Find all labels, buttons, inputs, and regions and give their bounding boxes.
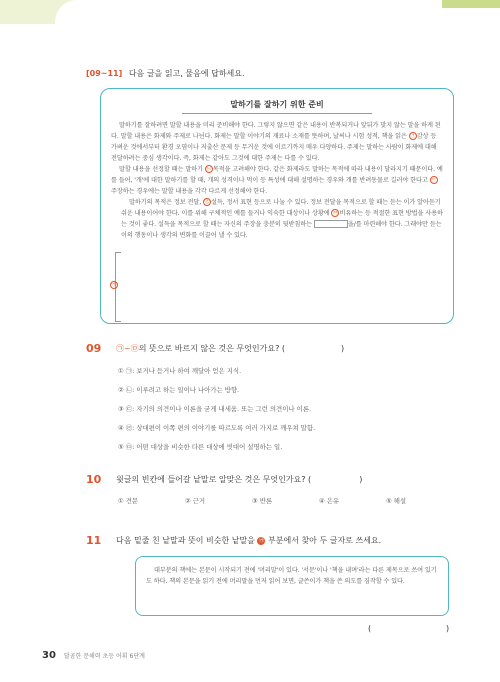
question-10-number: 10 xyxy=(86,473,102,486)
top-decor-band xyxy=(0,0,500,24)
q09-option-3[interactable]: ③ ㉢: 자기의 의견이나 이론을 굳게 내세움. 또는 그런 의견이나 이론. xyxy=(118,405,311,413)
passage-title: 말하기를 잘하기 위한 준비 xyxy=(230,100,324,109)
p3-text-b: 설득, 정서 표현 등으로 나눌 수 있다. 정보 전달을 목적으로 할 때는 듣는 이가 알아듣기 쉬운 내용이어야 한다. 이를 위해 구체적인 예를 들거나 익숙한 대상이나 상황에 xyxy=(121,199,441,217)
question-11-example-box xyxy=(135,556,449,616)
question-11-answer-space[interactable] xyxy=(378,620,440,634)
q10-option-1[interactable]: ① 견문 xyxy=(118,497,139,505)
question-09-close: ) xyxy=(340,344,345,353)
question-11-example-text: 대부분의 책에는 본문이 시작되기 전에 '머리말'이 있다. '서문'이나 '책을 내며'라는 다른 제목으로 쓰여 있기도 하다. 책의 본문을 읽기 전에 머리말을 먼저 읽어 보면, 글쓴이가 책을 쓴 의도를 짐작할 수 있다. xyxy=(146,567,437,585)
bracket-mark: ㉮ xyxy=(111,282,117,288)
question-11-answer-close: ) xyxy=(446,624,450,633)
q09-option-1[interactable]: ① ㉠: 보거나 듣거나 하여 깨달아 얻은 지식. xyxy=(118,367,242,375)
p3-text-d: 을/를 마련해야 한다. 그래야만 듣는 이의 행동이나 생각의 변화를 이끌어 낼 수 있다. xyxy=(121,221,442,239)
question-range: [09~11] xyxy=(86,69,123,78)
mark-2: ㉡ xyxy=(206,166,212,172)
question-11-text-a: 다음 밑줄 친 낱말과 뜻이 비슷한 낱말을 xyxy=(116,536,258,545)
top-decor-curve xyxy=(55,0,500,24)
q09-option-4[interactable]: ④ ㉣: 상대편이 이쪽 편의 이야기를 따르도록 여러 가지로 깨우쳐 말함. xyxy=(118,424,316,432)
book-title: 달곰한 문해력 초등 어휘 6단계 xyxy=(63,653,145,660)
p1-text-b: 감상 등 가벼운 것에서부터 환경 오염이나 저출산 문제 등 무거운 것에 이르기까지 매우 다양하다. 주제는 말하는 사람이 화제에 대해 전달하려는 중심 생각이다. 즉, 화제는 같아도 그것에 대한 주제는 다를 수 있다. xyxy=(111,133,437,162)
p2-text-b: 목적을 고려해야 한다. 같은 화제라도 말하는 목적에 따라 내용이 달라지기 때문이다. 예를 들어, '개'에 대한 말하기를 할 때, 개의 성격이나 먹이 등 특성에 대해 설명하는 경우와 개를 반려동물로 길러야 한다고 xyxy=(111,166,443,184)
page-number: 30 xyxy=(42,650,56,661)
q09-option-5[interactable]: ⑤ ㉤: 어떤 대상을 비슷한 다른 대상에 빗대어 설명하는 일. xyxy=(118,443,283,451)
passage-paragraph-3 xyxy=(111,197,443,241)
question-11-number: 11 xyxy=(86,534,102,547)
q10-option-3[interactable]: ③ 반론 xyxy=(252,497,273,505)
page-footer xyxy=(42,650,145,661)
q10-option-2[interactable]: ② 근거 xyxy=(185,497,206,505)
mark-4: ㉣ xyxy=(204,199,210,205)
top-decor-tab xyxy=(442,0,500,8)
question-11-mark: ㉮ xyxy=(258,537,264,544)
q10-option-4[interactable]: ④ 은유 xyxy=(319,497,340,505)
p2-text-a: 말할 내용을 선정할 때는 말하기 xyxy=(119,166,205,173)
section-instruction: 다음 글을 읽고, 물음에 답하세요. xyxy=(128,69,245,78)
p2-text-c: 주장하는 경우에는 말할 내용을 각각 다르게 선정해야 한다. xyxy=(111,188,267,195)
mark-5: ㉤ xyxy=(333,210,338,216)
p1-text-a: 말하기를 잘하려면 말할 내용을 미리 준비해야 한다. 그렇지 않으면 같은 내용이 반복되거나 앞뒤가 맞지 않는 말을 하게 된다. 말할 내용은 화제와 주제로 나뉜다. 화제는 말할 이야기의 재료나 소재를 뜻하며, 날씨나 시험 성적, 책을 읽은 xyxy=(111,122,441,140)
question-09-text: 의 뜻으로 바르지 않은 것은 무엇인가요? ( xyxy=(138,344,285,353)
p3-text-c: 비유하는 등 적절한 표현 방법을 사용하는 것이 좋다. 설득을 목적으로 할 때는 자신의 주장을 충분히 뒷받침하는 xyxy=(121,210,443,228)
passage-paragraph-1 xyxy=(111,120,443,164)
question-11 xyxy=(86,534,381,547)
mark-3: ㉢ xyxy=(431,177,437,183)
question-09-prefix: ㉠~㉤ xyxy=(116,344,139,353)
question-11-text-b: 부분에서 찾아 두 글자로 쓰세요. xyxy=(265,536,382,545)
p3-text-a: 말하기의 목적은 정보 전달, xyxy=(129,199,203,206)
question-10-close: ) xyxy=(359,475,363,484)
passage-paragraph-2 xyxy=(111,164,443,197)
question-10-text: 윗글의 빈칸에 들어갈 낱말로 알맞은 것은 무엇인가요? ( xyxy=(116,475,312,484)
question-09 xyxy=(86,342,344,355)
section-header xyxy=(86,68,245,79)
reading-passage xyxy=(100,88,454,324)
fill-blank-box[interactable] xyxy=(314,220,348,228)
title-underline xyxy=(182,113,372,114)
question-09-number: 09 xyxy=(86,342,102,355)
q10-option-5[interactable]: ⑤ 해설 xyxy=(386,497,407,505)
mark-1: ㉠ xyxy=(410,133,416,139)
question-10 xyxy=(86,473,362,486)
q09-option-2[interactable]: ② ㉡: 이루려고 하는 일이나 나아가는 방향. xyxy=(118,386,240,394)
question-11-answer-open: ( xyxy=(368,624,372,633)
